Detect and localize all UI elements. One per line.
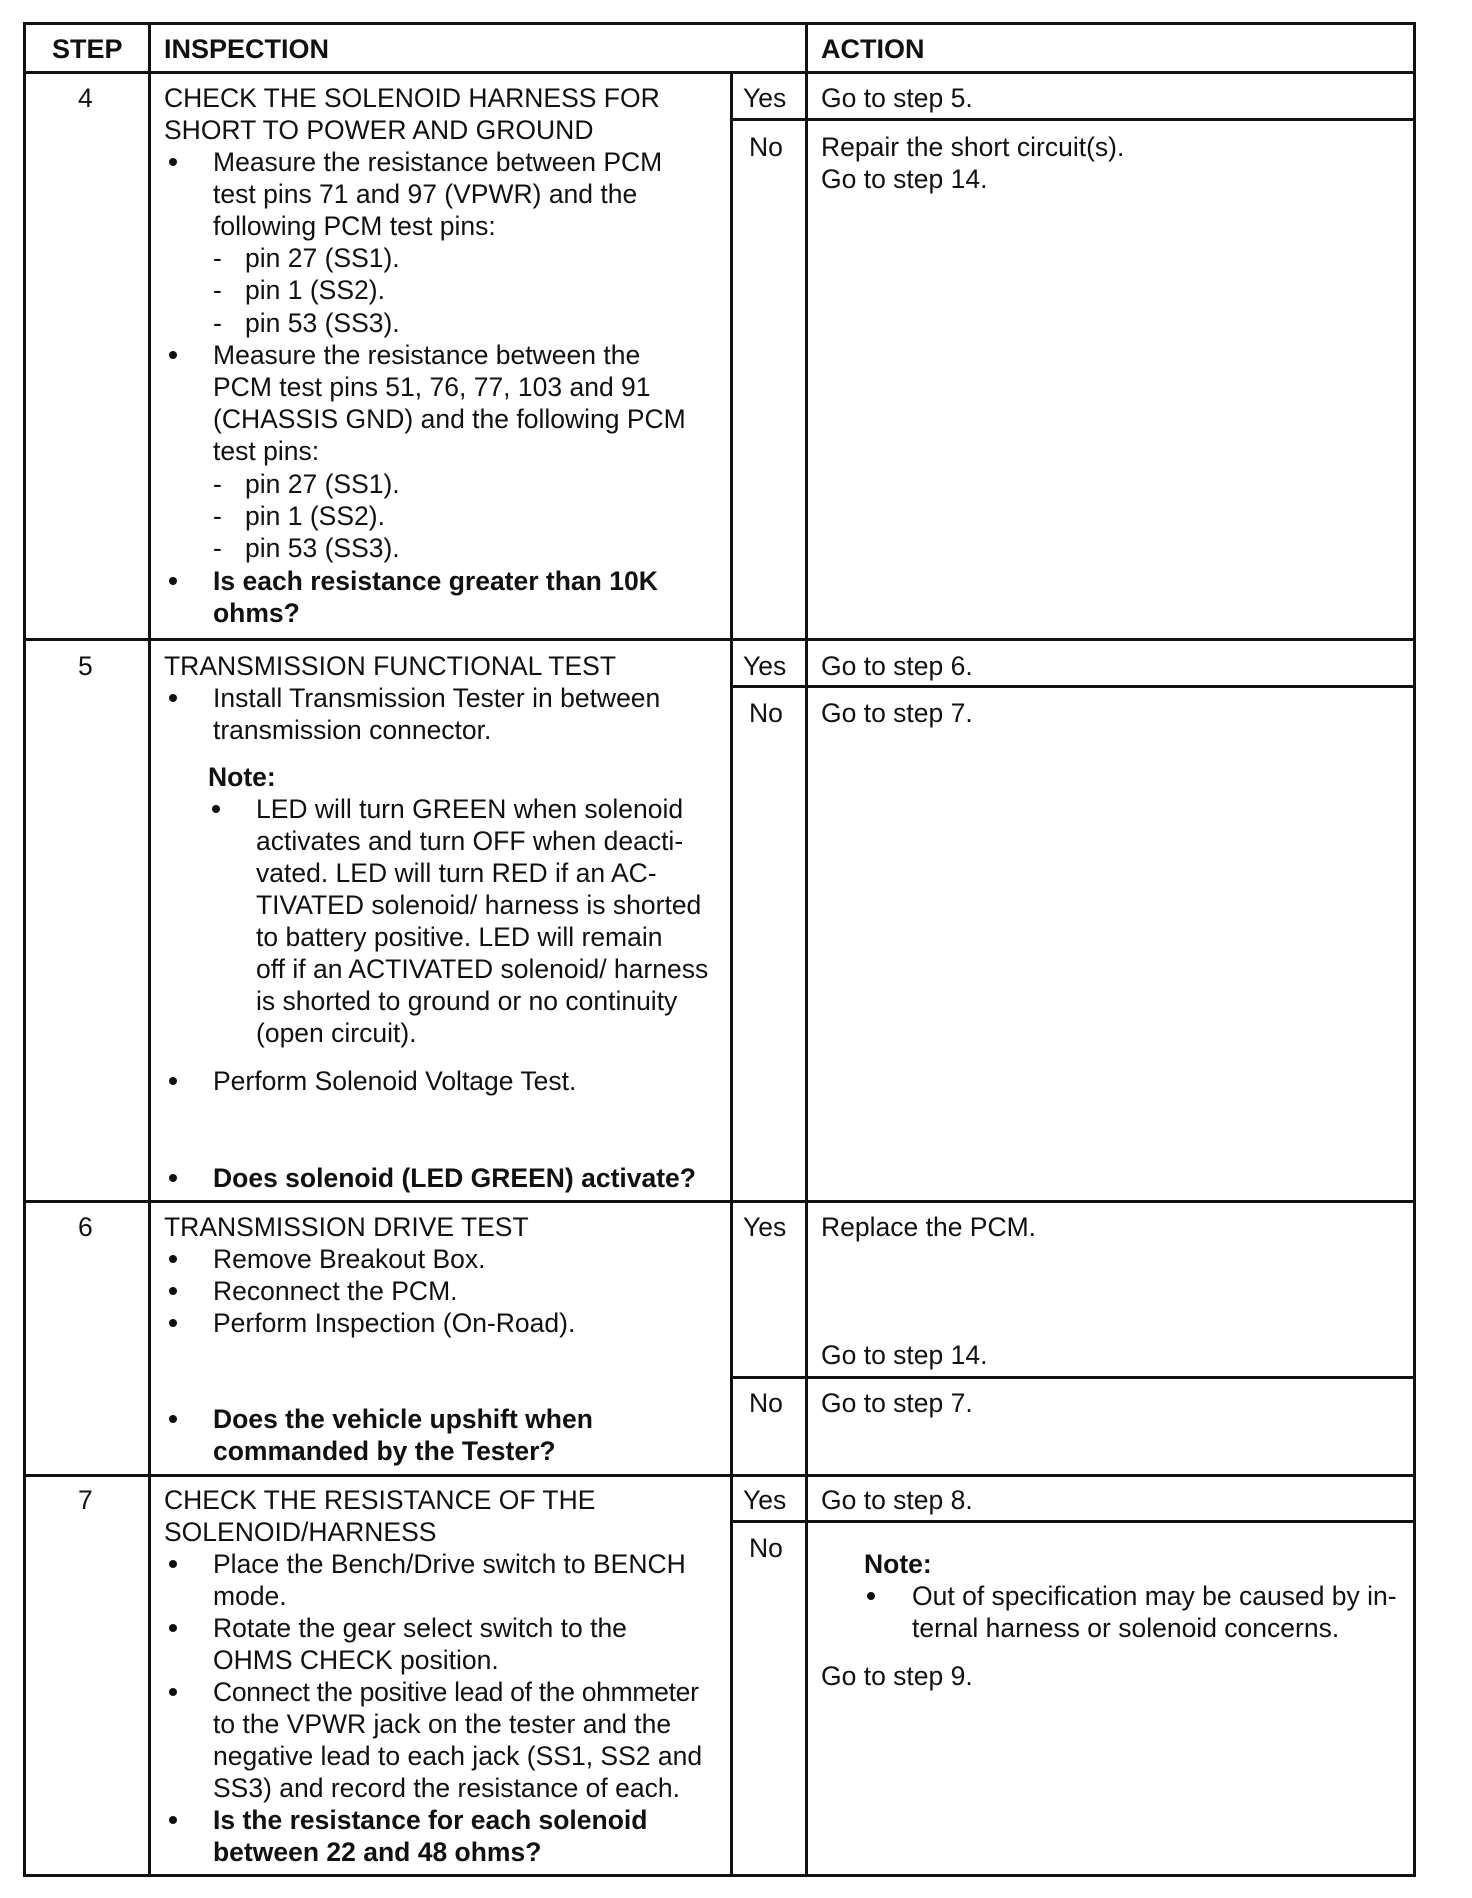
bullet-icon [169, 1077, 177, 1085]
step-5-note-line-5: to battery positive. LED will remain [256, 922, 663, 952]
dash-icon: - [213, 533, 222, 563]
bullet-icon [169, 1255, 177, 1263]
step-4-bullet-2-line-2: PCM test pins 51, 76, 77, 103 and 91 [213, 372, 651, 402]
step-4-question-line-2: ohms? [213, 598, 300, 628]
bullet-icon [169, 1688, 177, 1696]
step-7-note-line-2: ternal harness or solenoid concerns. [912, 1613, 1340, 1643]
step-5-bullet-1-line-2: transmission connector. [213, 715, 492, 745]
step-6-question-line-1: Does the vehicle upshift when [213, 1404, 593, 1434]
step-4-bullet-1-line-3: following PCM test pins: [213, 211, 496, 241]
bullet-icon [169, 694, 177, 702]
step-7-bullet-3-line-2: to the VPWR jack on the tester and the [213, 1709, 672, 1739]
bullet-icon [169, 1174, 177, 1182]
step-5-bullet-1-line-1: Install Transmission Tester in between [213, 683, 661, 713]
step-number-5: 5 [78, 651, 93, 681]
bullet-icon [867, 1592, 875, 1600]
bullet-icon [169, 1287, 177, 1295]
bullet-icon [169, 158, 177, 166]
table-border-bottom [23, 1874, 1416, 1877]
step-5-note-label: Note: [208, 762, 276, 792]
step-7-title-line-2: SOLENOID/HARNESS [164, 1517, 437, 1547]
step-5-note-line-4: TIVATED solenoid/ harness is shorted [256, 890, 702, 920]
step-5-yes-action: Go to step 6. [821, 651, 973, 681]
step-7-note-label: Note: [864, 1549, 932, 1579]
step-6-yes-label: Yes [743, 1212, 787, 1242]
step-5-note-line-8: (open circuit). [256, 1018, 417, 1048]
step-7-yes-action: Go to step 8. [821, 1485, 973, 1515]
step-4-bullet-2-sub-3: pin 53 (SS3). [245, 533, 400, 563]
bullet-icon [212, 805, 220, 813]
step-number-4: 4 [78, 83, 93, 113]
step-5-note-line-1: LED will turn GREEN when solenoid [256, 794, 684, 824]
row-divider-5-6 [23, 1200, 1416, 1203]
step-6-question-line-2: commanded by the Tester? [213, 1436, 556, 1466]
dash-icon: - [213, 469, 222, 499]
step-number-6: 6 [78, 1212, 93, 1242]
table-border-top [23, 22, 1416, 25]
step-5-note-line-7: is shorted to ground or no continuity [256, 986, 678, 1016]
step-4-bullet-2-sub-1: pin 27 (SS1). [245, 469, 400, 499]
row-divider-6-7 [23, 1474, 1416, 1477]
step-6-no-label: No [749, 1388, 783, 1418]
header-inspection: INSPECTION [164, 34, 330, 64]
header-divider [23, 71, 1416, 74]
bullet-icon [169, 577, 177, 585]
table-border-left [23, 22, 26, 1877]
step-7-bullet-2-line-1: Rotate the gear select switch to the [213, 1613, 627, 1643]
step-4-bullet-1-line-2: test pins 71 and 97 (VPWR) and the [213, 179, 638, 209]
step-7-bullet-1-line-1: Place the Bench/Drive switch to BENCH [213, 1549, 686, 1579]
step-6-bullet-3: Perform Inspection (On-Road). [213, 1308, 576, 1338]
table-border-right [1413, 22, 1416, 1877]
step-5-title: TRANSMISSION FUNCTIONAL TEST [164, 651, 617, 681]
yes-no-divider-7 [731, 1520, 1416, 1523]
bullet-icon [169, 1624, 177, 1632]
step-4-bullet-1-sub-1: pin 27 (SS1). [245, 243, 400, 273]
column-divider-yesno [730, 72, 733, 1877]
row-divider-4-5 [23, 638, 1416, 641]
step-6-bullet-2: Reconnect the PCM. [213, 1276, 458, 1306]
bullet-icon [169, 351, 177, 359]
step-4-bullet-2-line-1: Measure the resistance between the [213, 340, 641, 370]
step-4-no-action-line-1: Repair the short circuit(s). [821, 132, 1125, 162]
step-5-note-line-2: activates and turn OFF when deacti- [256, 826, 684, 856]
dash-icon: - [213, 501, 222, 531]
step-5-yes-label: Yes [743, 651, 787, 681]
yes-no-divider-5 [731, 685, 1416, 688]
step-5-note-line-6: off if an ACTIVATED solenoid/ harness [256, 954, 709, 984]
step-4-bullet-1-sub-3: pin 53 (SS3). [245, 308, 400, 338]
step-6-title: TRANSMISSION DRIVE TEST [164, 1212, 529, 1242]
step-4-yes-label: Yes [743, 83, 787, 113]
step-6-bullet-1: Remove Breakout Box. [213, 1244, 486, 1274]
step-7-bullet-3-line-3: negative lead to each jack (SS1, SS2 and [213, 1741, 703, 1771]
step-7-bullet-3-line-4: SS3) and record the resistance of each. [213, 1773, 680, 1803]
step-4-question-line-1: Is each resistance greater than 10K [213, 566, 658, 596]
step-7-no-label: No [749, 1533, 783, 1563]
dash-icon: - [213, 243, 222, 273]
step-7-bullet-2-line-2: OHMS CHECK position. [213, 1645, 499, 1675]
step-7-yes-label: Yes [743, 1485, 787, 1515]
step-4-no-label: No [749, 132, 783, 162]
step-5-note-line-3: vated. LED will turn RED if an AC- [256, 858, 657, 888]
step-7-note-line-1: Out of specification may be caused by in- [912, 1581, 1397, 1611]
step-7-title-line-1: CHECK THE RESISTANCE OF THE [164, 1485, 596, 1515]
step-7-bullet-1-line-2: mode. [213, 1581, 287, 1611]
step-6-yes-action-line-2: Go to step 14. [821, 1340, 988, 1370]
column-divider-step [148, 22, 151, 1877]
dash-icon: - [213, 308, 222, 338]
step-4-bullet-2-sub-2: pin 1 (SS2). [245, 501, 385, 531]
step-4-bullet-2-line-4: test pins: [213, 436, 320, 466]
step-6-yes-action-line-1: Replace the PCM. [821, 1212, 1037, 1242]
step-4-no-action-line-2: Go to step 14. [821, 164, 988, 194]
step-7-question-line-2: between 22 and 48 ohms? [213, 1837, 542, 1867]
step-7-bullet-3-line-1: Connect the positive lead of the ohmmeter [213, 1677, 699, 1707]
yes-no-divider-6 [731, 1376, 1416, 1379]
step-4-bullet-1-sub-2: pin 1 (SS2). [245, 275, 385, 305]
step-5-bullet-2: Perform Solenoid Voltage Test. [213, 1066, 577, 1096]
step-4-title-line-2: SHORT TO POWER AND GROUND [164, 115, 594, 145]
step-5-question: Does solenoid (LED GREEN) activate? [213, 1163, 696, 1193]
bullet-icon [169, 1415, 177, 1423]
header-action: ACTION [821, 34, 925, 64]
step-5-no-label: No [749, 698, 783, 728]
bullet-icon [169, 1560, 177, 1568]
header-step: STEP [52, 34, 123, 64]
step-4-bullet-2-line-3: (CHASSIS GND) and the following PCM [213, 404, 686, 434]
step-6-no-action: Go to step 7. [821, 1388, 973, 1418]
dash-icon: - [213, 275, 222, 305]
bullet-icon [169, 1319, 177, 1327]
column-divider-action [805, 22, 808, 1877]
step-4-yes-action: Go to step 5. [821, 83, 973, 113]
bullet-icon [169, 1816, 177, 1824]
step-4-bullet-1-line-1: Measure the resistance between PCM [213, 147, 663, 177]
step-number-7: 7 [78, 1485, 93, 1515]
step-5-no-action: Go to step 7. [821, 698, 973, 728]
step-7-question-line-1: Is the resistance for each solenoid [213, 1805, 648, 1835]
yes-no-divider-4 [731, 118, 1416, 121]
step-4-title-line-1: CHECK THE SOLENOID HARNESS FOR [164, 83, 660, 113]
step-7-no-action: Go to step 9. [821, 1661, 973, 1691]
